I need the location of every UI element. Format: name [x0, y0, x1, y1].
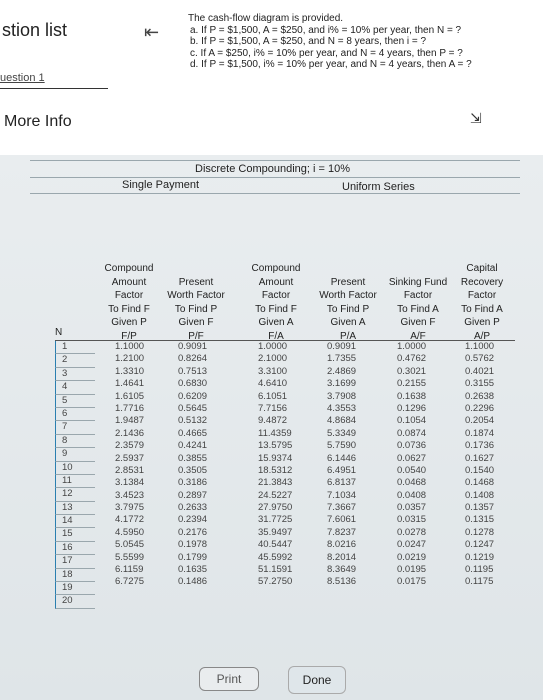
pf-cell: 0.3855	[178, 452, 208, 464]
n-cell: 14	[55, 515, 95, 528]
fp-cell: 6.7275	[115, 576, 145, 588]
pf-cell: 0.3186	[178, 477, 208, 489]
column-header-fp: Compound Amount Factor To Find F Given P F/P	[104, 263, 154, 342]
pf-cell: 0.2394	[178, 514, 208, 526]
pf-cell: 0.4241	[178, 440, 208, 452]
fp-cell: 3.1384	[115, 477, 145, 489]
ap-cell: 0.2054	[465, 415, 495, 427]
table-title: Discrete Compounding; i = 10%	[195, 163, 350, 175]
pa-cell: 4.8684	[327, 415, 357, 427]
af-cell: 1.0000	[397, 341, 427, 352]
pf-cell: 0.1635	[178, 564, 208, 576]
pf-cell: 0.9091	[178, 341, 208, 352]
fp-cell: 6.1159	[115, 564, 144, 576]
fp-cell: 1.3310	[115, 365, 145, 377]
pf-cell: 0.5645	[178, 402, 208, 414]
more-info-title: More Info	[4, 113, 72, 130]
fp-cell: 5.5599	[115, 551, 145, 563]
fa-cell: 45.5992	[258, 551, 293, 563]
ap-cell: 0.1195	[465, 564, 494, 576]
fa-cell: 40.5447	[258, 539, 293, 551]
pa-cell: 8.3649	[327, 564, 357, 576]
fa-cell: 51.1591	[258, 564, 293, 576]
ap-cell: 0.1468	[465, 477, 495, 489]
n-cell: 18	[55, 569, 95, 582]
fp-cell: 1.7716	[115, 402, 145, 414]
pa-cell: 2.4869	[327, 365, 357, 377]
n-cell: 5	[55, 395, 95, 408]
fp-cell: 2.5937	[115, 452, 145, 464]
af-column	[397, 341, 457, 589]
fa-cell: 35.9497	[258, 526, 293, 538]
fp-column	[115, 341, 175, 589]
n-cell: 10	[55, 462, 95, 475]
column-header-ap: Capital Recovery Factor To Find A Given P A/P	[460, 263, 504, 342]
pf-cell: 0.2176	[178, 526, 208, 538]
n-cell: 1	[55, 341, 95, 354]
fa-cell: 1.0000	[258, 341, 288, 352]
pf-cell: 0.6209	[178, 390, 208, 402]
ap-cell: 0.2296	[465, 402, 495, 414]
done-button[interactable]: Done	[288, 666, 346, 694]
ap-cell: 0.1175	[465, 576, 494, 588]
af-cell: 0.0540	[397, 464, 427, 476]
fp-cell: 5.0545	[115, 539, 145, 551]
pf-cell: 0.5132	[178, 415, 208, 427]
pa-cell: 7.3667	[327, 502, 357, 514]
pa-cell: 3.1699	[327, 378, 357, 390]
question-1-link[interactable]: uestion 1	[0, 72, 45, 84]
uniform-series-header: Uniform Series	[342, 181, 415, 193]
fp-cell: 2.3579	[115, 440, 145, 452]
pa-cell: 6.1446	[327, 452, 357, 464]
n-cell: 13	[55, 502, 95, 515]
pf-column	[178, 341, 238, 589]
n-column-header: N	[55, 327, 63, 338]
pa-cell: 1.7355	[327, 353, 357, 365]
column-header-pa: Present Worth Factor To Find P Given A P/A	[319, 276, 377, 342]
pa-cell: 0.9091	[327, 341, 357, 352]
question-item-b: b. If P = $1,500, A = $250, and N = 8 years, then i = ?	[190, 36, 427, 47]
question-item-a: a. If P = $1,500, A = $250, and i% = 10% per year, then N = ?	[190, 24, 462, 36]
af-cell: 0.0736	[397, 440, 427, 452]
af-cell: 0.0627	[397, 452, 427, 464]
fa-cell: 13.5795	[258, 440, 293, 452]
fa-cell: 2.1000	[258, 353, 288, 365]
fp-cell: 1.4641	[115, 378, 145, 390]
pa-cell: 5.7590	[327, 440, 357, 452]
n-cell: 17	[55, 555, 95, 568]
column-header-fa: Compound Amount Factor To Find F Given A F/A	[251, 263, 301, 342]
pf-cell: 0.1486	[178, 576, 208, 588]
fp-cell: 1.1000	[115, 341, 145, 352]
fp-cell: 2.8531	[115, 464, 145, 476]
pf-cell: 0.7513	[178, 365, 208, 377]
column-header-pf: Present Worth Factor To Find P Given F P/F	[167, 276, 225, 342]
divider	[30, 160, 520, 161]
af-cell: 0.1054	[397, 415, 427, 427]
af-cell: 0.0408	[397, 489, 427, 501]
fp-cell: 1.6105	[115, 390, 145, 402]
af-cell: 0.4762	[397, 353, 427, 365]
fp-cell: 2.1436	[115, 427, 145, 439]
af-cell: 0.0357	[397, 502, 427, 514]
ap-cell: 0.3155	[465, 378, 495, 390]
ap-cell: 1.1000	[465, 341, 495, 352]
pa-cell: 5.3349	[327, 427, 357, 439]
question-item-c: c. If A = $250, i% = 10% per year, and N = 4 years, then P = ?	[190, 47, 463, 59]
n-cell: 6	[55, 408, 95, 421]
af-cell: 0.0175	[397, 576, 427, 588]
fa-cell: 15.9374	[258, 452, 293, 464]
af-cell: 0.0219	[397, 551, 427, 563]
pf-cell: 0.3505	[178, 464, 208, 476]
ap-cell: 0.1247	[465, 539, 495, 551]
fa-cell: 9.4872	[258, 415, 288, 427]
print-button[interactable]: Print	[199, 667, 259, 691]
fa-cell: 4.6410	[258, 378, 288, 390]
n-cell: 2	[55, 354, 95, 367]
n-column	[55, 341, 95, 609]
fa-cell: 11.4359	[258, 427, 292, 439]
fa-cell: 24.5227	[258, 489, 293, 501]
question-list-title: stion list	[2, 20, 68, 40]
fa-cell: 3.3100	[258, 365, 288, 377]
af-cell: 0.0468	[397, 477, 427, 489]
pa-cell: 8.5136	[327, 576, 357, 588]
fa-cell: 21.3843	[258, 477, 293, 489]
ap-cell: 0.2638	[465, 390, 495, 402]
divider	[30, 177, 520, 178]
fp-cell: 4.1772	[115, 514, 145, 526]
pa-cell: 8.2014	[327, 551, 357, 563]
question-text	[188, 13, 518, 71]
pa-cell: 6.8137	[327, 477, 357, 489]
af-cell: 0.0874	[397, 427, 427, 439]
pa-cell: 4.3553	[327, 402, 357, 414]
pf-cell: 0.2633	[178, 502, 208, 514]
pa-cell: 8.0216	[327, 539, 357, 551]
column-header-af: Sinking Fund Factor To Find A Given F A/F	[388, 276, 448, 342]
ap-cell: 0.1408	[465, 489, 495, 501]
n-cell: 15	[55, 528, 95, 541]
n-cell: 3	[55, 368, 95, 381]
fp-cell: 3.7975	[115, 502, 145, 514]
fa-cell: 6.1051	[258, 390, 288, 402]
pa-cell: 7.8237	[327, 526, 357, 538]
n-cell: 20	[55, 595, 95, 608]
fp-cell: 1.2100	[115, 353, 145, 365]
fa-cell: 57.2750	[258, 576, 293, 588]
pa-cell: 3.7908	[327, 390, 357, 402]
ap-cell: 0.5762	[465, 353, 495, 365]
n-cell: 8	[55, 435, 95, 448]
af-cell: 0.1296	[397, 402, 427, 414]
fp-cell: 1.9487	[115, 415, 145, 427]
af-cell: 0.1638	[397, 390, 427, 402]
pf-cell: 0.1799	[178, 551, 208, 563]
n-cell: 12	[55, 488, 95, 501]
n-cell: 7	[55, 421, 95, 434]
single-payment-header: Single Payment	[122, 179, 200, 191]
pa-cell: 6.4951	[327, 464, 357, 476]
pf-cell: 0.6830	[178, 378, 208, 390]
ap-cell: 0.1315	[465, 514, 495, 526]
fp-cell: 4.5950	[115, 526, 145, 538]
af-cell: 0.0315	[397, 514, 427, 526]
question-item-d: d. If P = $1,500, i% = 10% per year, and N = 4 years, then A = ?	[190, 59, 472, 70]
af-cell: 0.0195	[397, 564, 427, 576]
n-cell: 19	[55, 582, 95, 595]
question-list-panel	[0, 0, 160, 160]
fa-cell: 27.9750	[258, 502, 293, 514]
pf-cell: 0.4665	[178, 427, 208, 439]
af-cell: 0.0247	[397, 539, 427, 551]
ap-cell: 0.1219	[465, 551, 495, 563]
ap-column	[465, 341, 515, 589]
ap-cell: 0.4021	[465, 365, 495, 377]
n-cell: 11	[55, 475, 95, 488]
ap-cell: 0.1627	[465, 452, 495, 464]
ap-cell: 0.1278	[465, 526, 495, 538]
ap-cell: 0.1874	[465, 427, 495, 439]
ap-cell: 0.1736	[465, 440, 495, 452]
pa-column	[327, 341, 387, 589]
mouse-cursor-icon: ⇲	[470, 110, 482, 126]
af-cell: 0.3021	[397, 365, 427, 377]
af-cell: 0.2155	[397, 378, 427, 390]
fa-cell: 7.7156	[258, 402, 288, 414]
question-intro: The cash-flow diagram is provided.	[188, 13, 344, 24]
fa-cell: 18.5312	[258, 464, 293, 476]
ap-cell: 0.1357	[465, 502, 495, 514]
fp-cell: 3.4523	[115, 489, 145, 501]
pf-cell: 0.1978	[178, 539, 208, 551]
pa-cell: 7.1034	[327, 489, 357, 501]
pf-cell: 0.2897	[178, 489, 208, 501]
ap-cell: 0.1540	[465, 464, 495, 476]
collapse-left-icon[interactable]: ⇤	[144, 22, 160, 42]
n-cell: 4	[55, 381, 95, 394]
n-cell: 16	[55, 542, 95, 555]
pa-cell: 7.6061	[327, 514, 357, 526]
pf-cell: 0.8264	[178, 353, 208, 365]
fa-column	[258, 341, 318, 589]
divider	[0, 88, 108, 89]
n-cell: 9	[55, 448, 95, 461]
af-cell: 0.0278	[397, 526, 427, 538]
fa-cell: 31.7725	[258, 514, 293, 526]
divider	[30, 193, 520, 194]
